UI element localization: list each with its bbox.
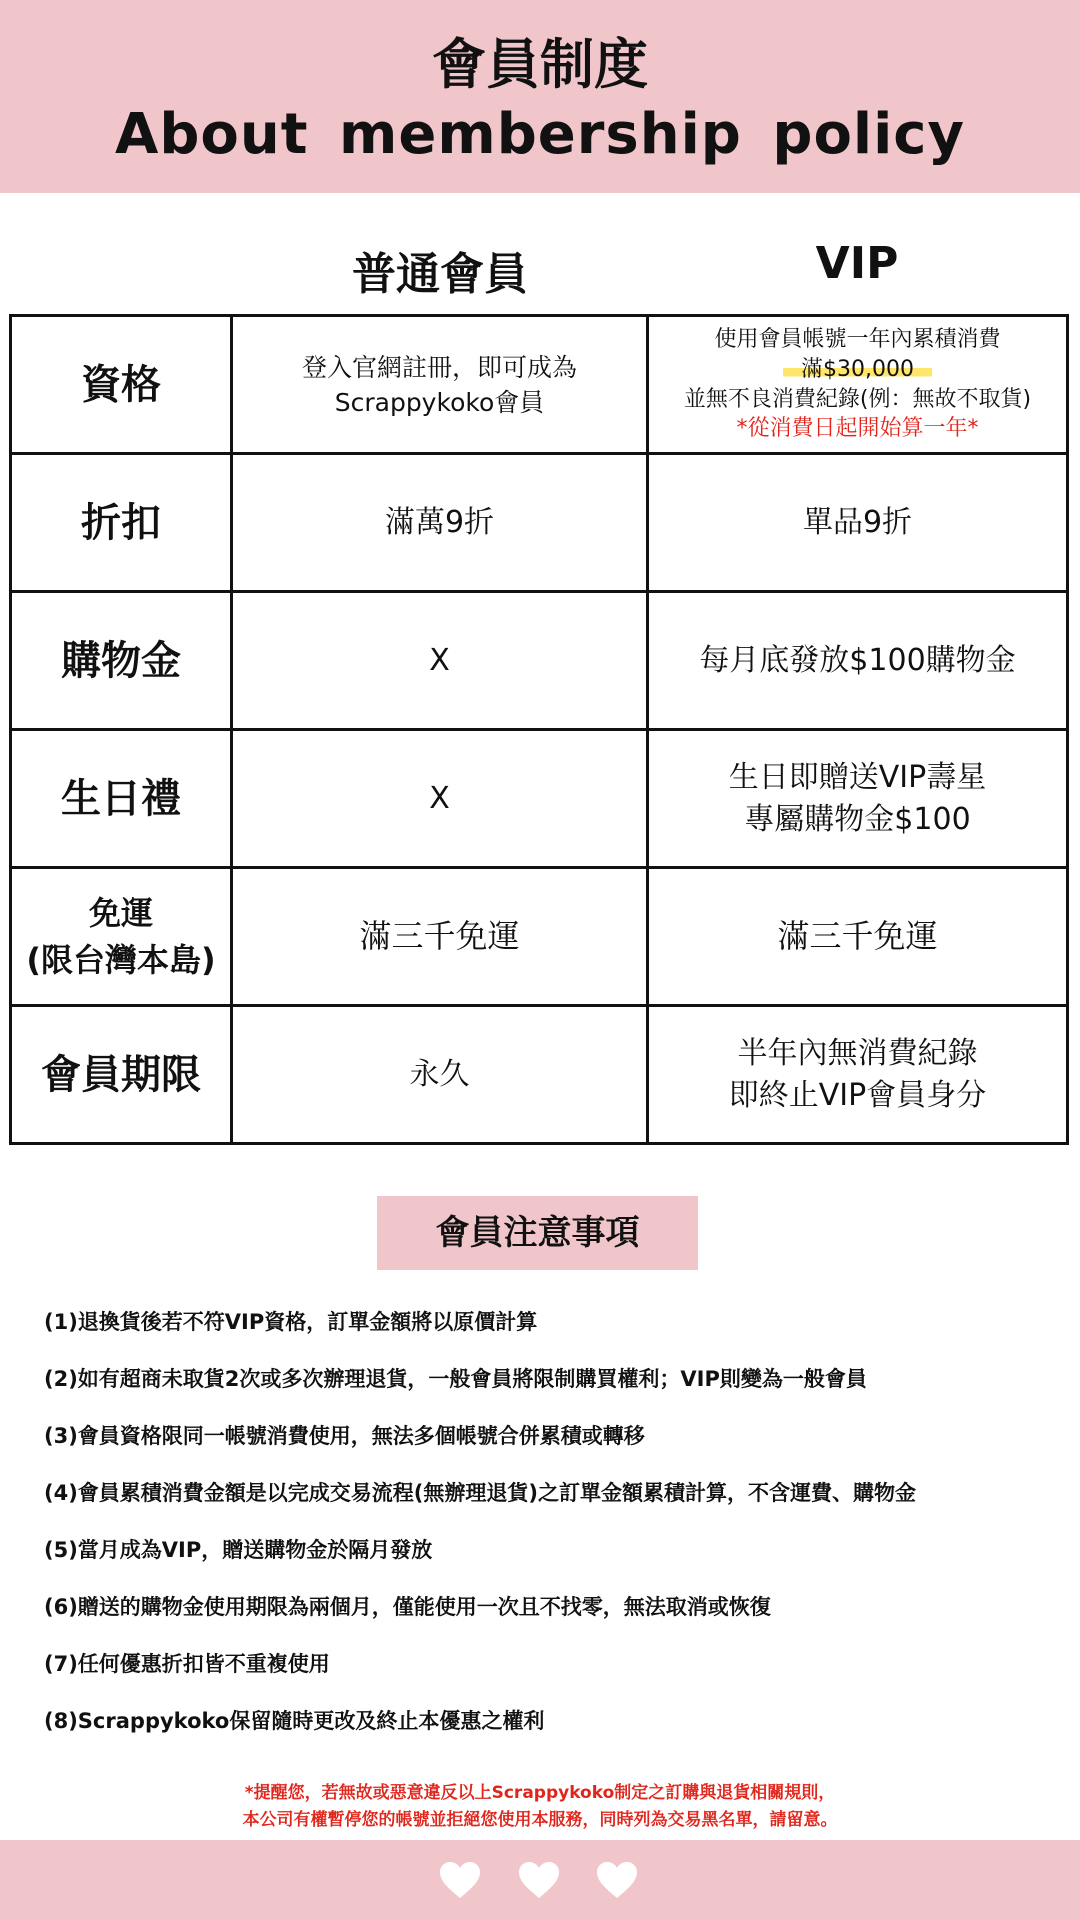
cell-line: Scrappykoko會員 <box>334 387 545 417</box>
normal-cell: 永久 <box>232 1006 648 1144</box>
normal-cell <box>232 316 648 454</box>
normal-cell: X <box>232 730 648 868</box>
notes-title: 會員注意事項 <box>377 1196 698 1270</box>
cell-line: 生日即贈送VIP壽星 <box>728 759 987 795</box>
vip-cell <box>648 316 1068 454</box>
column-header-vip: VIP <box>815 238 899 289</box>
table-row <box>11 592 1068 730</box>
page-title-en: About membership policy <box>114 102 966 167</box>
row-label: 購物金 <box>11 592 232 730</box>
heart-icon <box>595 1860 639 1900</box>
table-row <box>11 316 1068 454</box>
cell-line: 並無不良消費紀錄(例：無故不取貨) <box>683 386 1032 412</box>
table-row <box>11 1006 1068 1144</box>
normal-cell: 滿三千免運 <box>232 868 648 1006</box>
row-label: 資格 <box>11 316 232 454</box>
cell-line: 即終止VIP會員身分 <box>728 1077 987 1113</box>
list-item: (3)會員資格限同一帳號消費使用，無法多個帳號合併累積或轉移 <box>44 1424 645 1448</box>
label-line: 免運 <box>88 894 153 933</box>
vip-cell: 單品9折 <box>648 454 1068 592</box>
cell-line: 使用會員帳號一年內累積消費 <box>714 327 1001 353</box>
page-title-zh: 會員制度 <box>432 33 648 96</box>
table-row <box>11 730 1068 868</box>
list-item: (7)任何優惠折扣皆不重複使用 <box>44 1652 330 1676</box>
cell-line: 半年內無消費紀錄 <box>737 1035 978 1071</box>
vip-cell: 滿三千免運 <box>648 868 1068 1006</box>
cell-line <box>655 355 1060 385</box>
membership-table <box>9 314 1069 1145</box>
page-header <box>0 0 1080 193</box>
list-item: (5)當月成為VIP，贈送購物金於隔月發放 <box>44 1538 433 1562</box>
row-label: 生日禮 <box>11 730 232 868</box>
heart-icon <box>517 1860 561 1900</box>
warning-line: 本公司有權暫停您的帳號並拒絕您使用本服務，同時列為交易黑名單，請留意。 <box>242 1810 838 1830</box>
page-footer <box>0 1840 1080 1920</box>
warning-text <box>0 1780 1080 1834</box>
normal-cell: 滿萬9折 <box>232 454 648 592</box>
list-item: (6)贈送的購物金使用期限為兩個月，僅能使用一次且不找零，無法取消或恢復 <box>44 1595 771 1619</box>
vip-cell: 每月底發放$100購物金 <box>648 592 1068 730</box>
vip-cell <box>648 1006 1068 1144</box>
notes-list <box>44 1304 1054 1760</box>
row-label <box>11 868 232 1006</box>
table-row <box>11 454 1068 592</box>
highlighted-amount: 滿$30,000 <box>783 357 932 382</box>
cell-note: *從消費日起開始算一年* <box>736 416 979 442</box>
vip-cell <box>648 730 1068 868</box>
label-line: (限台灣本島) <box>26 940 216 979</box>
heart-icon <box>438 1860 482 1900</box>
cell-line: 登入官網註冊，即可成為 <box>301 352 577 382</box>
normal-cell: X <box>232 592 648 730</box>
cell-line: 專屬購物金$100 <box>744 801 971 837</box>
column-header-normal: 普通會員 <box>352 249 528 300</box>
list-item: (8)Scrappykoko保留隨時更改及終止本優惠之權利 <box>44 1709 545 1733</box>
table-row <box>11 868 1068 1006</box>
list-item: (1)退換貨後若不符VIP資格，訂單金額將以原價計算 <box>44 1310 538 1334</box>
row-label: 會員期限 <box>11 1006 232 1144</box>
row-label: 折扣 <box>11 454 232 592</box>
list-item: (2)如有超商未取貨2次或多次辦理退貨，一般會員將限制購買權利；VIP則變為一般會員 <box>44 1367 867 1391</box>
warning-line: *提醒您，若無故或惡意違反以上Scrappykoko制定之訂購與退貨相關規則， <box>244 1783 836 1803</box>
list-item: (4)會員累積消費金額是以完成交易流程(無辦理退貨)之訂單金額累積計算，不含運費、購物金 <box>44 1481 916 1505</box>
